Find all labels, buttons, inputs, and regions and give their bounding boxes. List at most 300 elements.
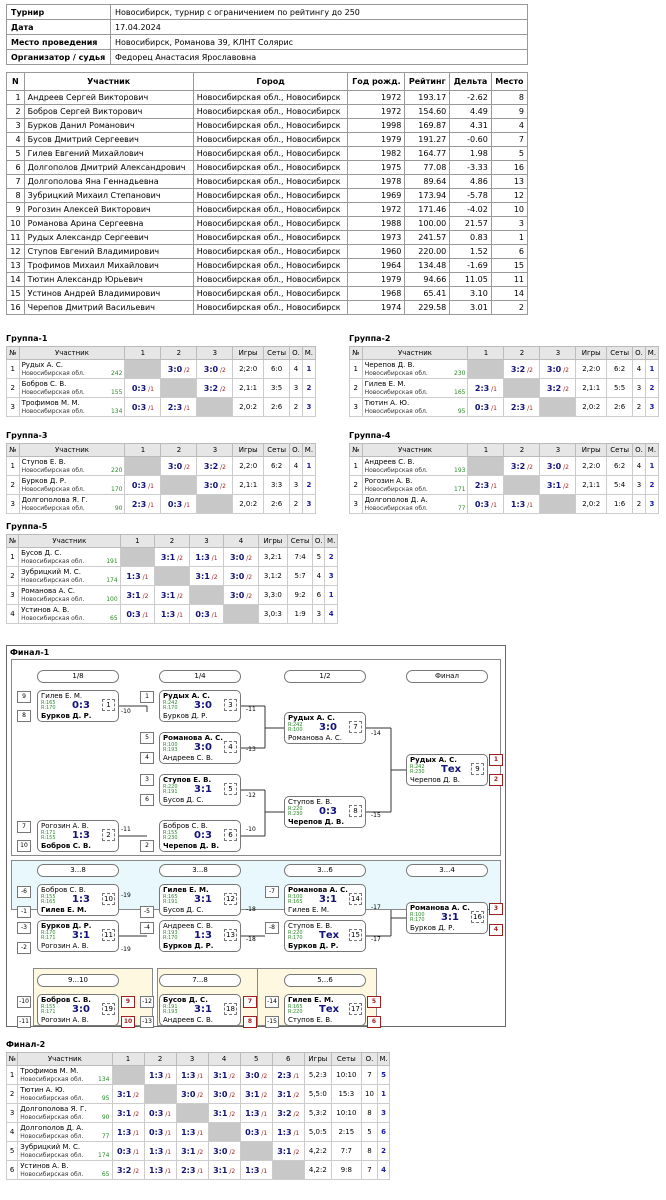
match-box	[159, 884, 241, 916]
score-value: 1:3	[149, 1165, 164, 1175]
score-value: 3:2	[203, 383, 219, 393]
score-value: 0:3	[167, 499, 183, 509]
match-player-2: Романова А. С.	[288, 734, 342, 742]
match-player-2: Бусов Д. С.	[163, 906, 204, 914]
points-cell: 7	[361, 1066, 377, 1085]
loser-destination: -12	[246, 792, 256, 799]
place-cell: 3	[302, 398, 315, 417]
score-winner: /2	[131, 1091, 140, 1099]
match-player-2: Андреев С. В.	[163, 1016, 213, 1024]
player-city: Новосибирская обл.	[21, 614, 85, 622]
match-score	[275, 1071, 302, 1080]
group-column-header: 3	[176, 1053, 208, 1066]
score-winner: /2	[291, 1091, 300, 1099]
participant-cell: 4.49	[450, 105, 492, 119]
player-cell	[19, 457, 125, 476]
participant-cell: Рудых Александр Сергеевич	[24, 231, 193, 245]
rating-1: R:165	[163, 894, 178, 900]
points-cell: 3	[313, 605, 325, 624]
score-winner: /1	[163, 1148, 172, 1156]
match-score: 3:0	[194, 700, 212, 711]
score-cell	[161, 457, 197, 476]
match-number: 2	[102, 829, 115, 841]
games-cell: 3,1:2	[258, 567, 287, 586]
match-score	[179, 1166, 206, 1175]
score-value: 3:2	[510, 461, 526, 471]
final-1-bracket	[6, 645, 506, 1027]
player-name: Зубрицкий М. С.	[20, 1142, 81, 1151]
info-value: Федорец Анастасия Ярославовна	[111, 50, 528, 65]
group-row	[7, 457, 316, 476]
score-winner: /2	[182, 366, 190, 374]
group-row	[7, 1142, 390, 1161]
points-cell: 4	[290, 360, 303, 379]
match-score	[243, 1166, 270, 1175]
match-score	[147, 1071, 174, 1080]
match-box	[284, 920, 366, 952]
score-value: 3:0	[229, 552, 245, 562]
round-label: 7...8	[159, 974, 241, 987]
match-ratings	[163, 931, 178, 941]
participant-row	[7, 231, 528, 245]
seed-box: -10	[17, 996, 31, 1008]
row-number: 2	[7, 567, 19, 586]
score-value: 3:1	[546, 480, 562, 490]
match-player-1: Гилев Е. М.	[288, 996, 334, 1004]
match-score	[157, 591, 187, 600]
row-number: 2	[7, 379, 20, 398]
group-column-header: 6	[272, 1053, 304, 1066]
group-column-header: Сеты	[263, 444, 289, 457]
group-row	[350, 379, 659, 398]
score-cell	[161, 360, 197, 379]
participant-row	[7, 175, 528, 189]
score-cell	[208, 1142, 240, 1161]
score-winner: /1	[140, 573, 149, 581]
games-cell: 3,3:0	[258, 586, 287, 605]
group-column-header: №	[7, 347, 20, 360]
participant-cell: 4	[491, 119, 527, 133]
score-winner: /2	[218, 482, 226, 490]
place-cell: 5	[378, 1066, 390, 1085]
match-score	[123, 591, 153, 600]
loser-destination: -13	[246, 746, 256, 753]
match-score	[127, 481, 158, 490]
player-city: Новосибирская обл.	[364, 504, 428, 512]
score-value: 3:1	[181, 1146, 196, 1156]
participant-cell: 16	[7, 301, 25, 315]
rating-2: R:193	[163, 1009, 178, 1015]
player-rating: 95	[101, 1094, 110, 1102]
participant-cell: 14	[491, 287, 527, 301]
score-winner: /2	[227, 1148, 236, 1156]
sets-cell: 15:3	[331, 1085, 361, 1104]
participant-cell: Рогозин Алексей Викторович	[24, 203, 193, 217]
score-value: 1:3	[245, 1165, 260, 1175]
points-cell: 3	[290, 379, 303, 398]
row-number: 2	[7, 1085, 18, 1104]
loser-destination: -17	[371, 936, 381, 943]
match-score	[226, 591, 256, 600]
match-score	[147, 1166, 174, 1175]
participant-cell: Бобров Сергей Викторович	[24, 105, 193, 119]
match-score	[226, 553, 256, 562]
rating-2: R:155	[41, 835, 56, 841]
match-player-1: Гилев Е. М.	[163, 886, 209, 894]
group-column-header: Игры	[258, 535, 287, 548]
games-cell: 2;2:0	[233, 360, 264, 379]
participant-cell: 1982	[348, 147, 405, 161]
group-row	[7, 379, 316, 398]
score-value: 3:0	[213, 1089, 228, 1099]
points-cell: 4	[633, 457, 646, 476]
player-sub	[21, 596, 118, 604]
score-cell	[504, 398, 540, 417]
group-header-row	[7, 444, 316, 457]
match-score: 0:3	[72, 700, 90, 711]
group-table	[6, 443, 316, 514]
match-player-1: Романова А. С.	[288, 886, 348, 894]
info-row	[7, 5, 528, 20]
rating-2: R:170	[163, 705, 178, 711]
row-number: 4	[7, 605, 19, 624]
participant-cell: Новосибирская обл., Новосибирск	[193, 301, 348, 315]
match-box	[37, 920, 119, 952]
column-header: Год рожд.	[348, 73, 405, 91]
group-column-header: М.	[378, 1053, 390, 1066]
score-winner: /1	[163, 1167, 172, 1175]
score-winner: /2	[218, 463, 226, 471]
player-cell	[18, 1104, 112, 1123]
match-score	[506, 365, 537, 374]
group-header-row	[7, 535, 338, 548]
score-cell	[224, 605, 259, 624]
participant-cell: 5	[7, 147, 25, 161]
place-cell: 1	[302, 360, 315, 379]
group-column-header: Игры	[304, 1053, 331, 1066]
match-player-2: Ступов Е. В.	[288, 1016, 333, 1024]
participant-cell: 7	[491, 133, 527, 147]
score-value: 3:0	[181, 1089, 196, 1099]
match-number: 19	[102, 1003, 115, 1015]
seed-box: -1	[17, 906, 31, 918]
match-number: 13	[224, 929, 237, 941]
match-player-2: Андреев С. В.	[163, 754, 213, 762]
player-rating: 100	[106, 595, 118, 603]
group-column-header: М.	[302, 444, 315, 457]
player-sub	[20, 1114, 109, 1122]
score-value: 3:2	[203, 461, 219, 471]
points-cell: 4	[290, 457, 303, 476]
score-winner: /2	[291, 1110, 300, 1118]
group-column-header: Игры	[233, 347, 264, 360]
score-cell	[468, 457, 504, 476]
match-number: 17	[349, 1003, 362, 1015]
seed-box: -11	[17, 1016, 31, 1028]
match-player-1: Бобров С. В.	[41, 886, 86, 894]
round-label: 3...8	[37, 864, 119, 877]
seed-box: -12	[140, 996, 154, 1008]
score-cell	[125, 379, 161, 398]
participant-cell: 1	[7, 91, 25, 105]
score-value: 3:0	[203, 364, 219, 374]
match-score	[226, 572, 256, 581]
match-score	[123, 572, 153, 581]
row-number: 2	[350, 379, 363, 398]
group-column-header: №	[7, 1053, 18, 1066]
match-score	[147, 1109, 174, 1118]
score-cell	[144, 1066, 176, 1085]
rating-2: R:193	[163, 747, 178, 753]
place-cell: 3	[325, 567, 338, 586]
match-score	[199, 384, 230, 393]
match-player-1: Андреев С. В.	[163, 922, 213, 930]
score-cell	[176, 1142, 208, 1161]
match-ratings	[41, 895, 56, 905]
participant-cell: 1974	[348, 301, 405, 315]
group-column-header: М.	[645, 347, 658, 360]
score-cell	[112, 1085, 144, 1104]
participant-cell: -2.62	[450, 91, 492, 105]
match-ratings	[163, 743, 178, 753]
sets-cell: 2:6	[606, 398, 632, 417]
score-cell	[468, 495, 504, 514]
match-player-2: Гилев Е. М.	[41, 906, 87, 914]
score-cell	[189, 567, 224, 586]
round-label: 3...6	[284, 864, 366, 877]
participant-cell: 9	[491, 105, 527, 119]
participant-cell: 220.00	[405, 245, 450, 259]
round-label: 1/4	[159, 670, 241, 683]
match-score	[211, 1090, 238, 1099]
score-value: 3:0	[245, 1070, 260, 1080]
match-box	[37, 820, 119, 852]
row-number: 1	[7, 360, 20, 379]
player-city: Новосибирская обл.	[21, 504, 85, 512]
score-winner: /2	[259, 1072, 268, 1080]
participant-cell: 8	[7, 189, 25, 203]
score-value: 2:3	[474, 480, 490, 490]
match-number: 8	[349, 805, 362, 817]
participant-cell: 8	[491, 91, 527, 105]
match-score	[127, 403, 158, 412]
participant-cell: 229.58	[405, 301, 450, 315]
participant-cell: 2	[7, 105, 25, 119]
score-winner: /1	[195, 1072, 204, 1080]
player-cell	[362, 379, 468, 398]
match-score	[470, 500, 501, 509]
participant-cell: 171.46	[405, 203, 450, 217]
games-cell: 3,0:3	[258, 605, 287, 624]
score-cell	[240, 1142, 272, 1161]
seed-box: -4	[140, 922, 154, 934]
score-cell	[144, 1123, 176, 1142]
player-city: Новосибирская обл.	[21, 388, 85, 396]
loser-destination: -15	[371, 812, 381, 819]
player-name: Бурков Д. Р.	[21, 476, 67, 485]
score-winner: /1	[140, 611, 149, 619]
rating-1: R:155	[163, 830, 178, 836]
column-header: Город	[193, 73, 348, 91]
seed-box: -7	[265, 886, 279, 898]
participant-cell: -0.60	[450, 133, 492, 147]
place-box: 4	[489, 924, 503, 936]
rating-1: R:165	[288, 1004, 303, 1010]
sets-cell: 6:2	[263, 457, 289, 476]
participant-cell: Романова Арина Сергеевна	[24, 217, 193, 231]
match-score	[506, 462, 537, 471]
rating-2: R:100	[288, 727, 303, 733]
score-cell	[155, 567, 190, 586]
participant-cell: 13	[491, 175, 527, 189]
group-row	[7, 1123, 390, 1142]
seed-box: -13	[140, 1016, 154, 1028]
participant-cell: Новосибирская обл., Новосибирск	[193, 231, 348, 245]
match-number: 7	[349, 721, 362, 733]
score-winner: /1	[259, 1167, 268, 1175]
place-cell: 2	[302, 476, 315, 495]
participant-row	[7, 273, 528, 287]
player-city: Новосибирская обл.	[21, 485, 85, 493]
score-winner: /2	[227, 1072, 236, 1080]
player-name: Бобров С. В.	[21, 379, 67, 388]
score-cell	[176, 1085, 208, 1104]
participant-cell: Долгополов Дмитрий Александрович	[24, 161, 193, 175]
rating-2: R:165	[288, 899, 303, 905]
participant-row	[7, 301, 528, 315]
score-winner: /2	[140, 592, 149, 600]
points-cell: 10	[361, 1085, 377, 1104]
score-winner: /1	[291, 1129, 300, 1137]
player-sub	[365, 370, 466, 378]
match-box	[284, 884, 366, 916]
player-city: Новосибирская обл.	[21, 576, 85, 584]
place-cell: 1	[302, 457, 315, 476]
rating-1: R:242	[288, 722, 303, 728]
score-winner: /2	[195, 1148, 204, 1156]
match-score: 3:0	[194, 742, 212, 753]
group-column-header: О.	[290, 347, 303, 360]
player-city: Новосибирская обл.	[20, 1075, 84, 1083]
match-score	[243, 1128, 270, 1137]
info-value: 17.04.2024	[111, 20, 528, 35]
sets-cell: 6:2	[606, 457, 632, 476]
player-name: Долгополова Я. Г.	[20, 1104, 87, 1113]
round-label: 5...6	[284, 974, 366, 987]
score-winner: /2	[561, 482, 569, 490]
group-column-header: Участник	[19, 347, 125, 360]
seed-box: 1	[140, 691, 154, 703]
match-score	[506, 500, 537, 509]
score-value: 1:3	[181, 1127, 196, 1137]
score-winner: /2	[227, 1167, 236, 1175]
participant-cell: Новосибирская обл., Новосибирск	[193, 287, 348, 301]
player-rating: 220	[111, 466, 123, 474]
score-winner: /1	[525, 501, 533, 509]
group-column-header: 3	[197, 444, 233, 457]
score-winner: /1	[489, 385, 497, 393]
participant-cell: Новосибирская обл., Новосибирск	[193, 133, 348, 147]
group-column-header: Сеты	[288, 535, 313, 548]
participant-cell: 11	[491, 273, 527, 287]
score-cell	[272, 1161, 304, 1180]
group-column-header: 2	[161, 347, 197, 360]
match-player-1: Романова А. С.	[410, 904, 470, 912]
group-column-header: Участник	[19, 535, 121, 548]
score-cell	[272, 1104, 304, 1123]
points-cell: 2	[290, 398, 303, 417]
participant-cell: Бурков Данил Романович	[24, 119, 193, 133]
player-cell	[18, 1161, 112, 1180]
player-sub	[21, 615, 118, 623]
player-name: Устинов А. В.	[21, 605, 70, 614]
rating-1: R:242	[163, 700, 178, 706]
sets-cell: 3:3	[263, 476, 289, 495]
match-score: 0:3	[194, 830, 212, 841]
score-winner: /2	[131, 1167, 140, 1175]
score-cell	[468, 379, 504, 398]
group-column-header: Участник	[362, 444, 468, 457]
score-cell	[540, 476, 576, 495]
seed-box: 10	[17, 840, 31, 852]
score-winner: /1	[259, 1129, 268, 1137]
score-cell	[208, 1104, 240, 1123]
participants-table	[6, 72, 528, 315]
group-column-header: О.	[361, 1053, 377, 1066]
player-sub	[365, 505, 466, 513]
rating-1: R:220	[163, 784, 178, 790]
match-box	[37, 994, 119, 1026]
participant-cell: 13	[7, 259, 25, 273]
participant-row	[7, 217, 528, 231]
group-column-header: 2	[504, 347, 540, 360]
player-cell	[19, 605, 121, 624]
match-box	[406, 902, 488, 934]
participant-cell: 3	[491, 217, 527, 231]
score-winner: /2	[209, 573, 218, 581]
player-sub	[20, 1076, 109, 1084]
player-sub	[20, 1095, 109, 1103]
participant-cell: 1.98	[450, 147, 492, 161]
player-name: Андреев С. В.	[364, 457, 415, 466]
seed-box: 7	[17, 821, 31, 833]
match-score	[115, 1166, 142, 1175]
sets-cell: 9:2	[288, 586, 313, 605]
player-sub	[22, 408, 123, 416]
player-sub	[20, 1133, 109, 1141]
player-sub	[21, 558, 118, 566]
score-cell	[208, 1161, 240, 1180]
row-number: 1	[350, 360, 363, 379]
score-cell	[189, 586, 224, 605]
score-winner: /1	[146, 385, 154, 393]
rating-1: R:155	[41, 894, 56, 900]
participant-cell: Новосибирская обл., Новосибирск	[193, 161, 348, 175]
participant-cell: 169.87	[405, 119, 450, 133]
score-value: 0:3	[474, 402, 490, 412]
participant-row	[7, 287, 528, 301]
score-cell	[197, 379, 233, 398]
games-cell: 2,0:2	[233, 398, 264, 417]
group-1	[6, 334, 316, 417]
player-cell	[362, 360, 468, 379]
participant-cell: -4.02	[450, 203, 492, 217]
match-score	[275, 1147, 302, 1156]
group-column-header: Сеты	[606, 444, 632, 457]
group-column-header: Участник	[19, 444, 125, 457]
group-table	[6, 1052, 390, 1180]
match-score	[115, 1109, 142, 1118]
